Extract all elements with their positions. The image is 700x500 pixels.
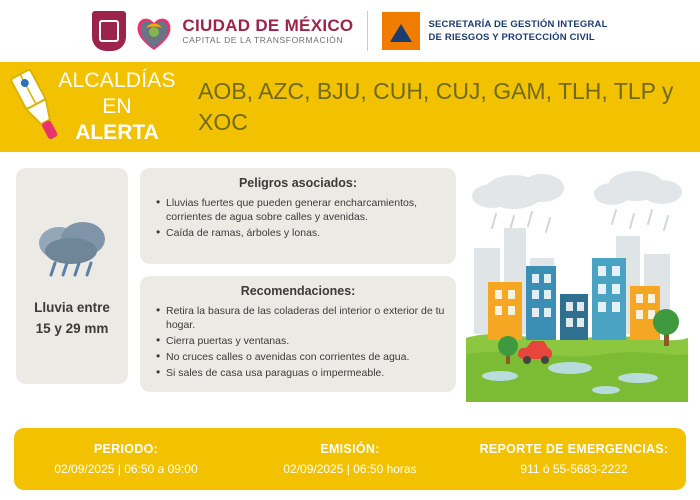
civil-protection-triangle-icon	[382, 12, 420, 50]
cdmx-logo-block	[92, 10, 353, 52]
cdmx-subtitle: CAPITAL DE LA TRANSFORMACIÓN	[182, 35, 344, 45]
hazards-panel	[140, 168, 456, 264]
list-item: • Caída de ramas, árboles y lonas.	[166, 226, 446, 240]
emission-value: 02/09/2025 | 06:50 horas	[283, 462, 417, 476]
emergency-label: REPORTE DE EMERGENCIAS:	[479, 442, 669, 456]
header-divider	[367, 11, 368, 51]
footer-bar	[14, 428, 686, 490]
emergency-column	[462, 439, 686, 479]
borough-list: AOB, AZC, BJU, CUH, CUJ, GAM, TLH, TLP y XOC	[198, 78, 674, 135]
hazards-list	[150, 196, 446, 240]
emission-column	[238, 439, 462, 479]
cdmx-shield-icon	[92, 11, 126, 51]
hazards-title: Peligros asociados:	[238, 176, 358, 190]
period-label: PERIODO:	[93, 442, 159, 456]
list-item: • Cierra puertas y ventanas.	[166, 334, 446, 348]
cdmx-wordmark	[182, 16, 353, 46]
rain-amount-text	[34, 297, 110, 339]
agency-line-2: DE RIESGOS Y PROTECCIÓN CIVIL	[428, 32, 595, 43]
cdmx-title: CIUDAD DE MÉXICO	[182, 16, 354, 35]
agency-wordmark	[428, 18, 607, 44]
footer	[0, 424, 700, 500]
recommendations-panel	[140, 276, 456, 392]
list-item: • Si sales de casa usa paraguas o impermeable.	[166, 366, 446, 380]
recommendations-list	[150, 304, 446, 380]
header	[0, 0, 700, 62]
alert-label-line-2: ALERTA	[75, 121, 159, 144]
rain-line-2: 15 y 29 mm	[35, 321, 109, 336]
emission-label: EMISIÓN:	[320, 442, 380, 456]
body-area	[0, 152, 700, 424]
agency-logo-block	[382, 12, 607, 50]
emergency-value[interactable]: 911 ó 55-5683-2222	[520, 462, 628, 476]
recommendations-title: Recomendaciones:	[240, 284, 356, 298]
rain-amount-card	[16, 168, 128, 384]
rainy-city-illustration	[466, 162, 688, 402]
period-value: 02/09/2025 | 06:50 a 09:00	[54, 462, 198, 476]
megaphone-icon	[6, 62, 68, 150]
list-item: • Retira la basura de las coladeras del interior o exterior de tu hogar.	[166, 304, 446, 332]
agency-line-1: SECRETARÍA DE GESTIÓN INTEGRAL	[428, 19, 608, 30]
list-item: • Lluvias fuertes que pueden generar encharcamientos, corrientes de agua sobre calles y avenidas.	[166, 196, 446, 224]
alert-band	[0, 62, 700, 152]
list-item: • No cruces calles o avenidas con corrientes de agua.	[166, 350, 446, 364]
rain-cloud-icon	[31, 213, 113, 287]
alert-label-line-1: ALCALDÍAS EN	[58, 69, 176, 118]
cdmx-heart-icon	[134, 10, 174, 52]
period-column	[14, 439, 238, 479]
rain-line-1: Lluvia entre	[34, 300, 110, 315]
